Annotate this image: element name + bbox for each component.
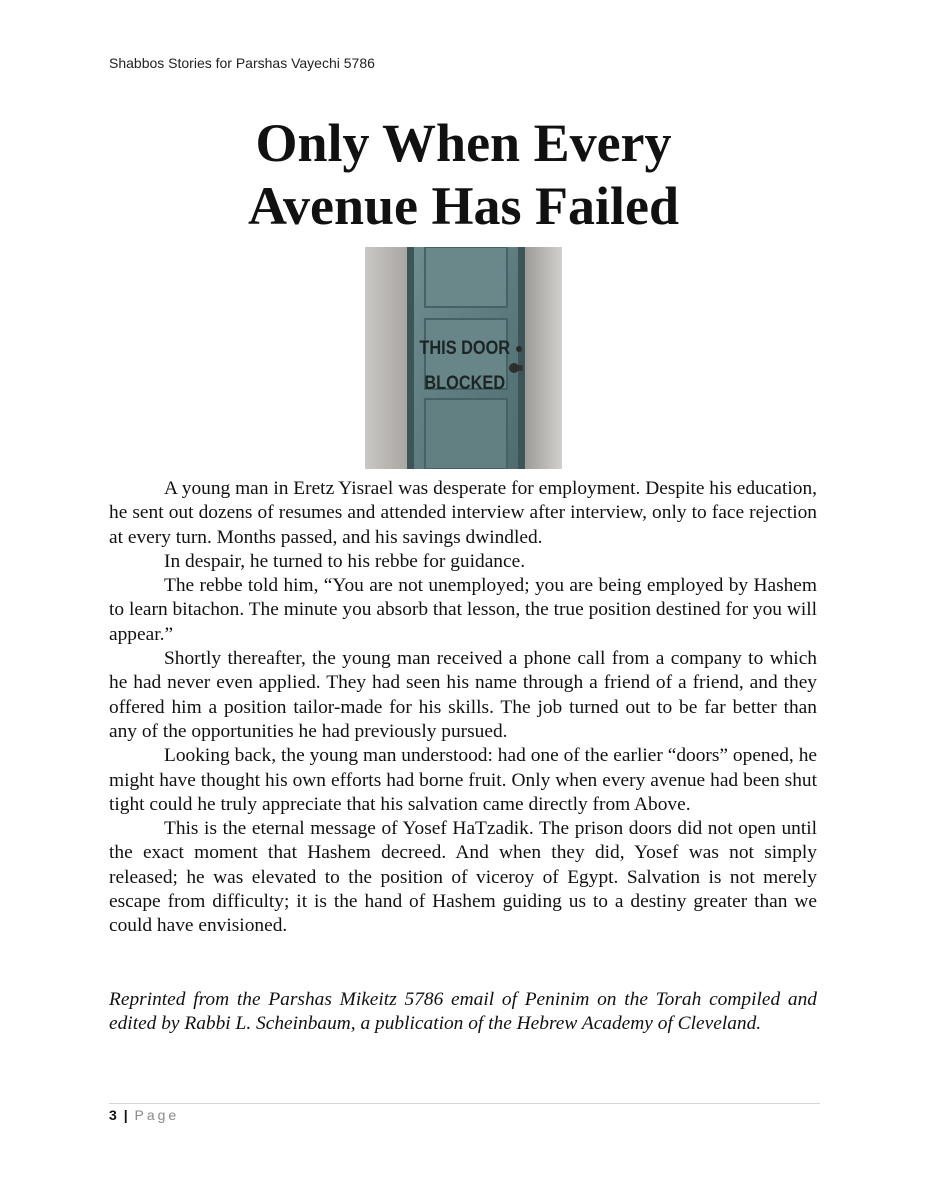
footer-divider (109, 1103, 820, 1104)
paragraph: The rebbe told him, “You are not unemployed; you are being employed by Hashem to learn bitachon. The minute you absorb that lesson, the true position destined for you will appear.” (109, 575, 817, 645)
door-sign-line-1: THIS DOOR (419, 336, 511, 359)
paragraph: Shortly thereafter, the young man received a phone call from a company to which he had never even applied. They had seen his name through a friend of a friend, and they offered him a position tailor-made for his skills. The job turned out to be far better than any of the opportunities he had previously pursued. (109, 648, 817, 742)
blocked-door-image (365, 247, 562, 469)
page-footer (109, 1107, 179, 1123)
title-line-1: Only When Every (255, 113, 672, 173)
paragraph: A young man in Eretz Yisrael was desperate for employment. Despite his education, he sent out dozens of resumes and attended interview after interview, only to face rejection at every turn. Months passed, and his savings dwindled. (109, 478, 817, 548)
paragraph: This is the eternal message of Yosef HaTzadik. The prison doors did not open until the exact moment that Hashem decreed. And when they did, Yosef was not simply released; he was elevated to the position of viceroy of Egypt. Salvation is not merely escape from difficulty; it is the hand of Hashem guiding us to a destiny greater than we could have envisioned. (109, 818, 817, 937)
article-title (0, 112, 927, 238)
footer-separator: | (123, 1107, 128, 1123)
article-body (109, 477, 817, 939)
paragraph: Looking back, the young man understood: had one of the earlier “doors” opened, he might have thought his own efforts had borne fruit. Only when every avenue had been shut tight could he truly appreciate that his salvation came directly from Above. (109, 745, 817, 815)
page-label: Page (134, 1107, 180, 1123)
title-line-2: Avenue Has Failed (248, 176, 679, 236)
paragraph: In despair, he turned to his rebbe for guidance. (164, 550, 526, 572)
door-sign-line-2: BLOCKED (424, 371, 506, 394)
source-credit: Reprinted from the Parshas Mikeitz 5786 email of Peninim on the Torah compiled and edited by Rabbi L. Scheinbaum, a publication of the Hebrew Academy of Cleveland. (109, 989, 817, 1035)
page-header: Shabbos Stories for Parshas Vayechi 5786 (109, 55, 375, 71)
page-number: 3 (109, 1107, 117, 1123)
